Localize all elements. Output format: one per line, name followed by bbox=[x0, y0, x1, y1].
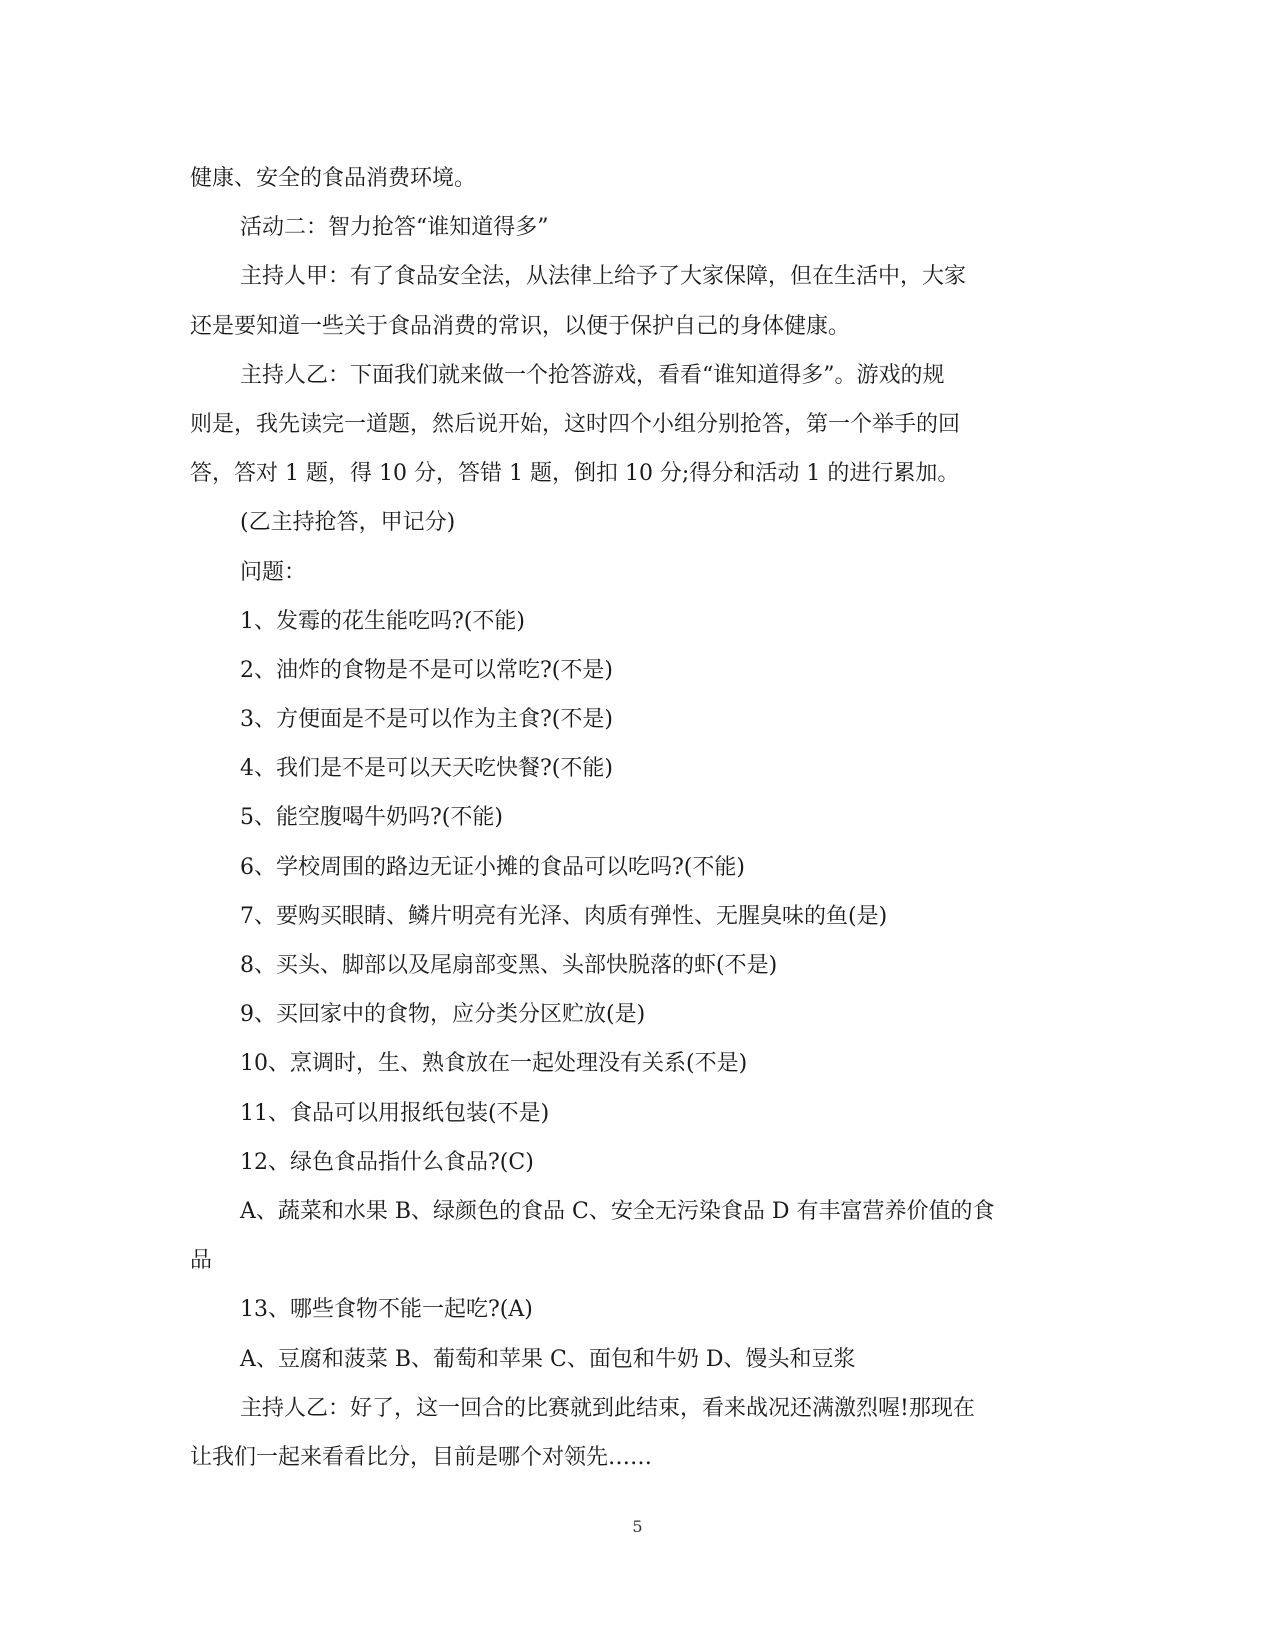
question-item: 9、买回家中的食物，应分类分区贮放(是) bbox=[240, 1002, 646, 1028]
text-line: 让我们一起来看看比分，目前是哪个对领先…… bbox=[190, 1444, 653, 1470]
text-line: 答，答对 1 题，得 10 分，答错 1 题，倒扣 10 分;得分和活动 1 的进行累加。 bbox=[190, 461, 960, 487]
text-line: 主持人乙：下面我们就来做一个抢答游戏，看看“谁知道得多”。游戏的规 bbox=[240, 362, 945, 388]
text-line: 主持人甲：有了食品安全法，从法律上给予了大家保障，但在生活中，大家 bbox=[240, 264, 967, 290]
question-options: 品 bbox=[190, 1248, 213, 1274]
question-options: A、豆腐和菠菜 B、葡萄和苹果 C、面包和牛奶 D、馒头和豆浆 bbox=[240, 1346, 856, 1372]
question-item: 10、烹调时，生、熟食放在一起处理没有关系(不是) bbox=[240, 1051, 748, 1077]
section-heading: 活动二：智力抢答“谁知道得多” bbox=[240, 215, 549, 241]
question-item: 8、买头、脚部以及尾扇部变黑、头部快脱落的虾(不是) bbox=[240, 953, 778, 978]
text-line: 主持人乙：好了，这一回合的比赛就到此结束，看来战况还满激烈喔!那现在 bbox=[240, 1395, 975, 1421]
question-item: 3、方便面是不是可以作为主食?(不是) bbox=[240, 707, 613, 733]
question-options: A、蔬菜和水果 B、绿颜色的食品 C、安全无污染食品 D 有丰富营养价值的食 bbox=[240, 1198, 995, 1224]
question-item: 7、要购买眼睛、鳞片明亮有光泽、肉质有弹性、无腥臭味的鱼(是) bbox=[240, 903, 888, 929]
questions-heading: 问题： bbox=[240, 559, 307, 585]
question-item: 2、油炸的食物是不是可以常吃?(不是) bbox=[240, 657, 613, 683]
page-number: 5 bbox=[632, 1517, 643, 1536]
text-line: 则是，我先读完一道题，然后说开始，这时四个小组分别抢答，第一个举手的回 bbox=[190, 411, 961, 437]
document-body bbox=[190, 154, 1080, 1482]
text-line: 还是要知道一些关于食品消费的常识，以便于保护自己的身体健康。 bbox=[190, 313, 851, 339]
question-item: 11、食品可以用报纸包装(不是) bbox=[240, 1100, 550, 1126]
question-item: 1、发霉的花生能吃吗?(不能) bbox=[240, 608, 525, 634]
question-item: 4、我们是不是可以天天吃快餐?(不能) bbox=[240, 756, 613, 782]
question-item: 13、哪些食物不能一起吃?(A) bbox=[240, 1297, 533, 1323]
question-item: 6、学校周围的路边无证小摊的食品可以吃吗?(不能) bbox=[240, 854, 745, 880]
text-line: 健康、安全的食品消费环境。 bbox=[190, 166, 477, 191]
question-item: 5、能空腹喝牛奶吗?(不能) bbox=[240, 805, 503, 831]
text-line: (乙主持抢答，甲记分) bbox=[240, 510, 456, 536]
question-item: 12、绿色食品指什么食品?(C) bbox=[240, 1149, 534, 1175]
